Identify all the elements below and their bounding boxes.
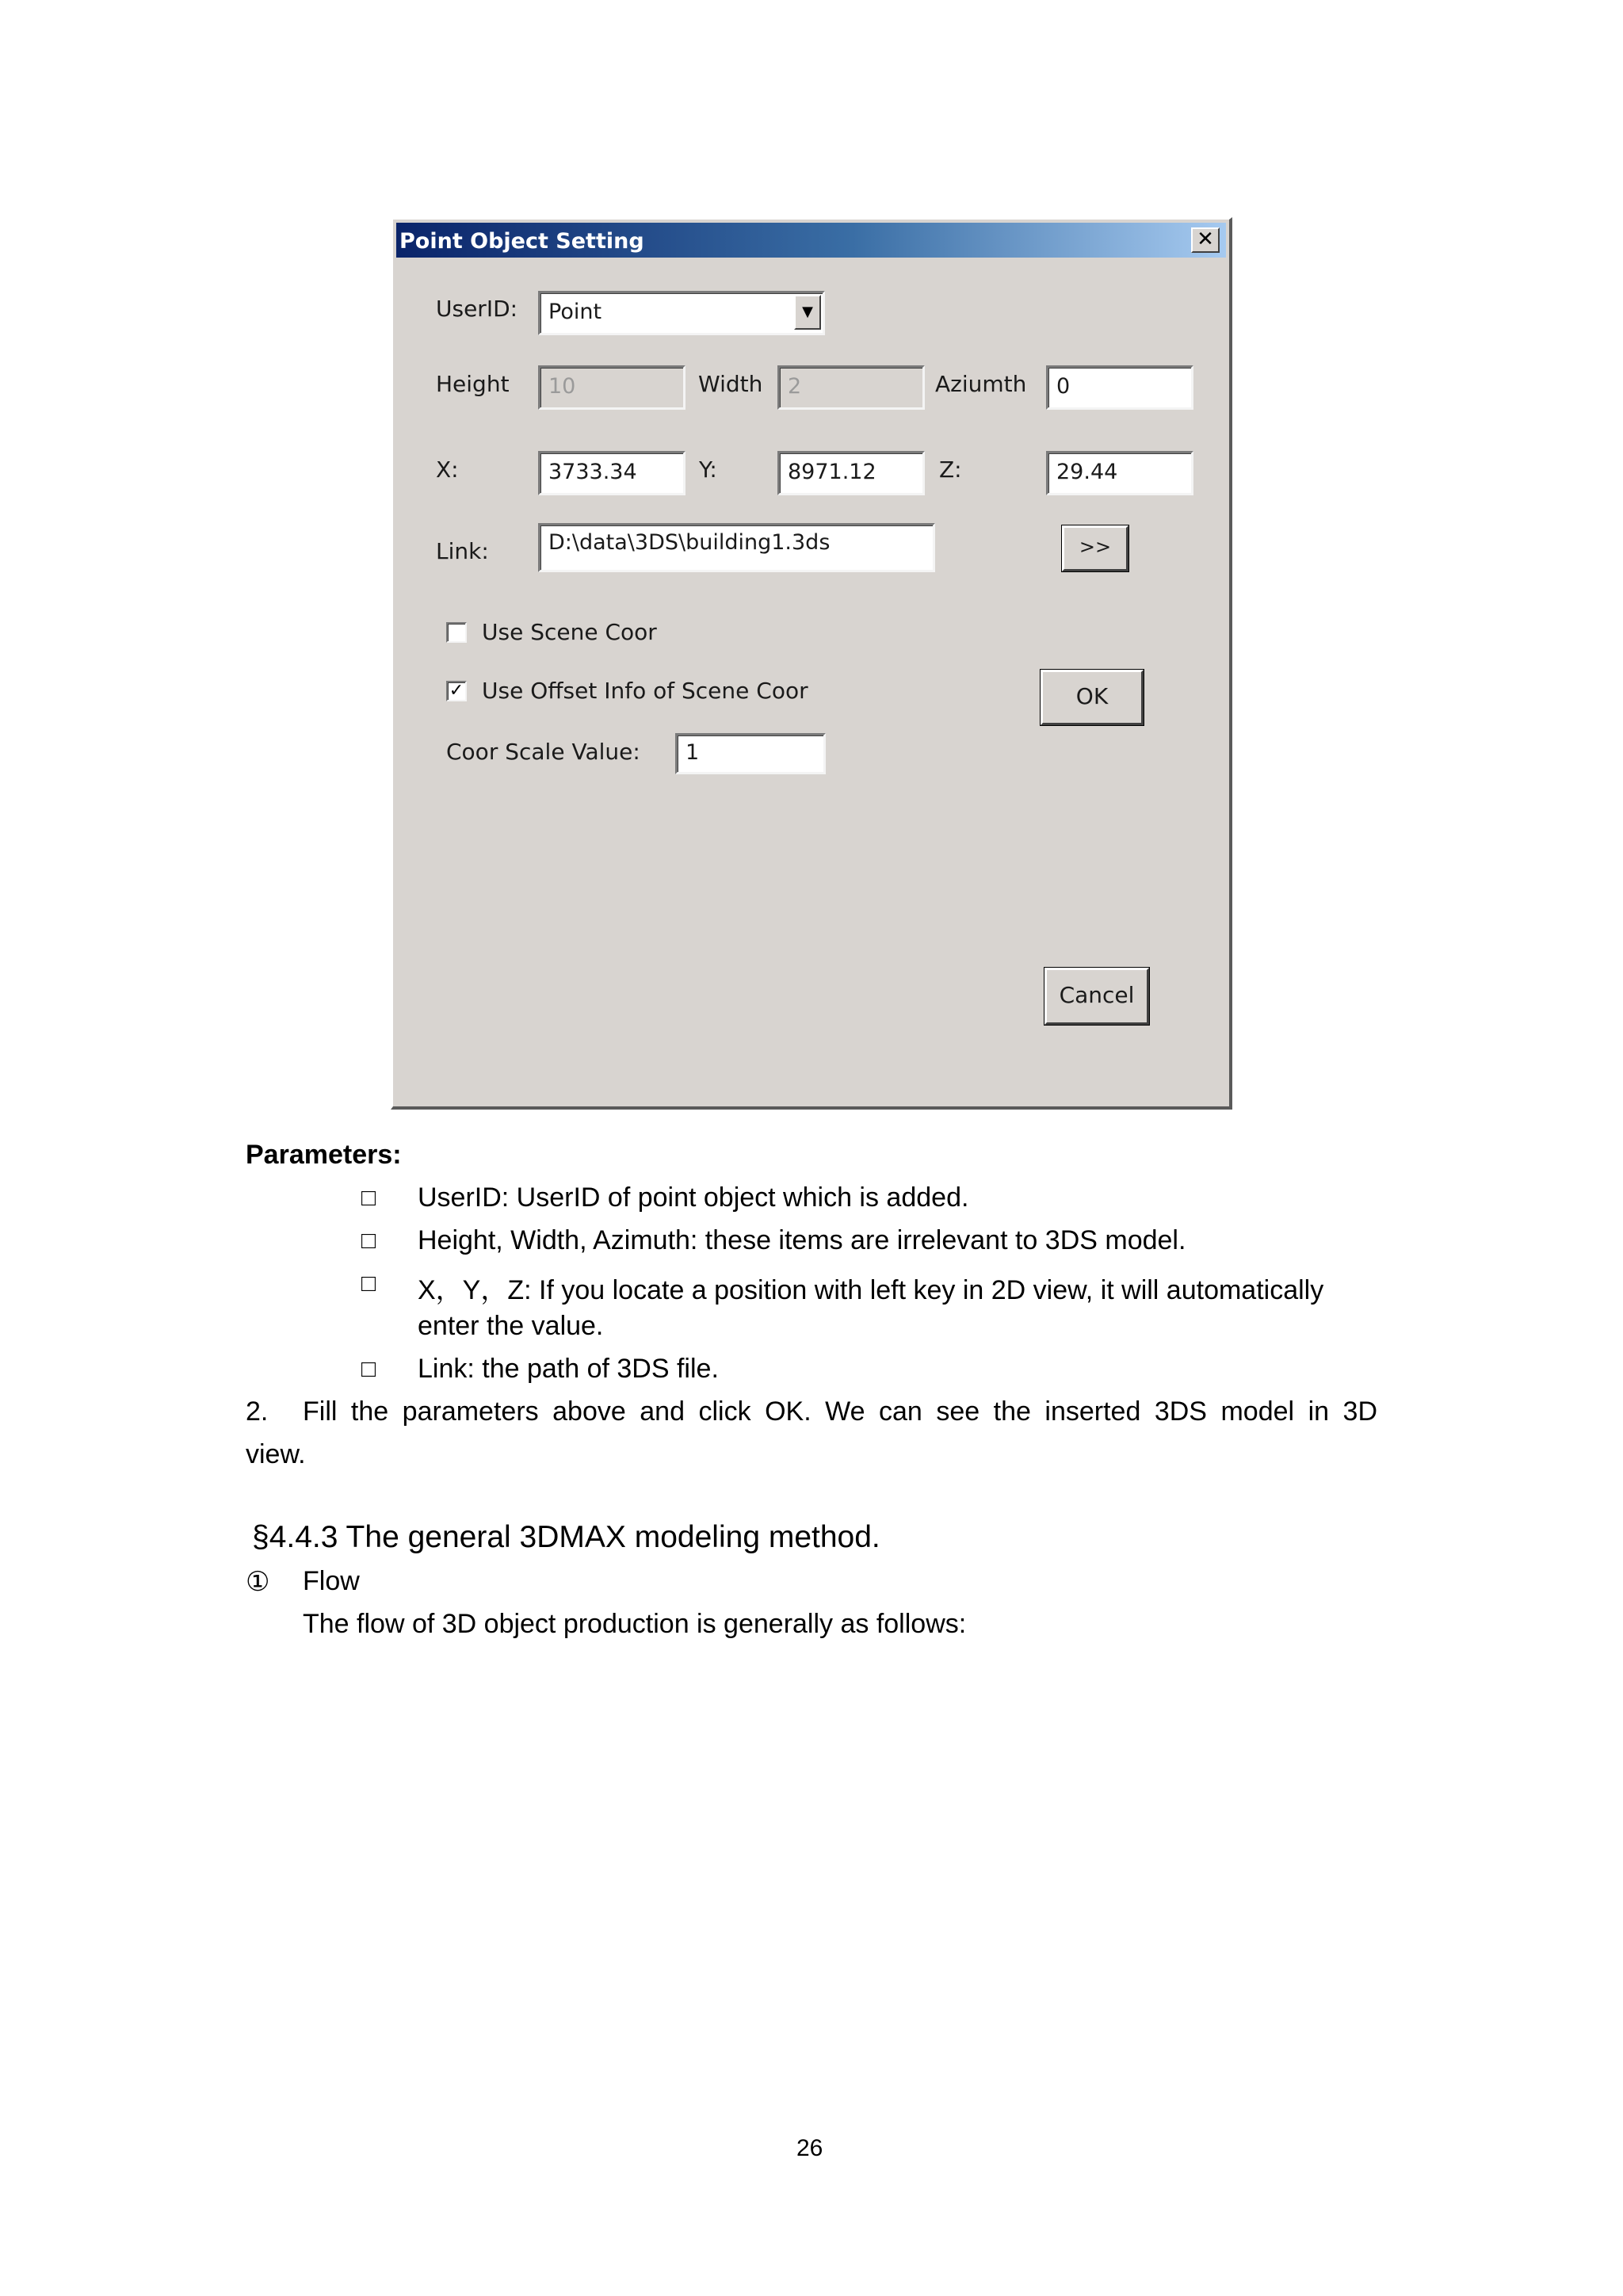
close-icon[interactable]: ✕ bbox=[1191, 227, 1220, 253]
width-field: 2 bbox=[777, 365, 925, 410]
z-label: Z: bbox=[939, 457, 962, 483]
bullet-item: Height, Width, Azimuth: these items are irrelevant to 3DS model. bbox=[418, 1225, 1186, 1255]
dialog-title: Point Object Setting bbox=[399, 229, 644, 254]
chevron-down-icon[interactable]: ▼ bbox=[794, 295, 821, 330]
height-field: 10 bbox=[538, 365, 685, 410]
bullet-icon: □ bbox=[361, 1185, 376, 1211]
azimuth-label: Aziumth bbox=[935, 371, 1027, 397]
bullet-item: Link: the path of 3DS file. bbox=[418, 1354, 719, 1384]
z-field[interactable]: 29.44 bbox=[1046, 451, 1193, 495]
userid-combobox[interactable] bbox=[538, 291, 825, 335]
step-number: 2. bbox=[246, 1396, 269, 1427]
link-label: Link: bbox=[436, 538, 489, 564]
flow-text: The flow of 3D object production is generally as follows: bbox=[303, 1609, 967, 1639]
x-label: X: bbox=[436, 457, 459, 483]
ok-button[interactable]: OK bbox=[1041, 670, 1144, 725]
step2-text-continuation: view. bbox=[246, 1439, 306, 1469]
height-label: Height bbox=[436, 371, 510, 397]
use-scene-coor-label: Use Scene Coor bbox=[482, 619, 657, 645]
coor-scale-field[interactable]: 1 bbox=[675, 733, 826, 774]
step2-text: Fill the parameters above and click OK. We can see the inserted 3DS model in 3D bbox=[303, 1396, 1377, 1427]
userid-label: UserID: bbox=[436, 296, 518, 322]
section-heading: §4.4.3 The general 3DMAX modeling method. bbox=[252, 1520, 880, 1554]
userid-value: Point bbox=[548, 300, 602, 324]
use-scene-coor-checkbox[interactable] bbox=[446, 622, 467, 643]
browse-button[interactable]: >> bbox=[1062, 525, 1128, 571]
page-number: 26 bbox=[796, 2135, 823, 2161]
flow-marker: ① bbox=[246, 1567, 270, 1597]
y-label: Y: bbox=[699, 457, 717, 483]
x-field[interactable]: 3733.34 bbox=[538, 451, 685, 495]
point-object-setting-dialog bbox=[391, 217, 1232, 1110]
bullet-item-continuation: enter the value. bbox=[418, 1311, 604, 1341]
flow-label: Flow bbox=[303, 1566, 360, 1596]
parameters-heading: Parameters: bbox=[246, 1140, 402, 1170]
checkmark-icon: ✓ bbox=[449, 681, 464, 701]
link-field[interactable]: D:\data\3DS\building1.3ds bbox=[538, 523, 935, 572]
bullet-item: UserID: UserID of point object which is added. bbox=[418, 1182, 969, 1213]
bullet-icon: □ bbox=[361, 1356, 376, 1382]
use-offset-label: Use Offset Info of Scene Coor bbox=[482, 678, 808, 704]
y-field[interactable]: 8971.12 bbox=[777, 451, 925, 495]
dialog-titlebar[interactable] bbox=[396, 223, 1226, 258]
cancel-button[interactable]: Cancel bbox=[1044, 968, 1149, 1025]
use-offset-checkbox[interactable] bbox=[446, 681, 467, 701]
width-label: Width bbox=[698, 371, 763, 397]
bullet-item: X，Y，Z: If you locate a position with left key in 2D view, it will automatically bbox=[418, 1275, 1324, 1305]
azimuth-field[interactable]: 0 bbox=[1046, 365, 1193, 410]
coor-scale-label: Coor Scale Value: bbox=[446, 739, 640, 765]
bullet-icon: □ bbox=[361, 1270, 376, 1297]
bullet-icon: □ bbox=[361, 1228, 376, 1254]
